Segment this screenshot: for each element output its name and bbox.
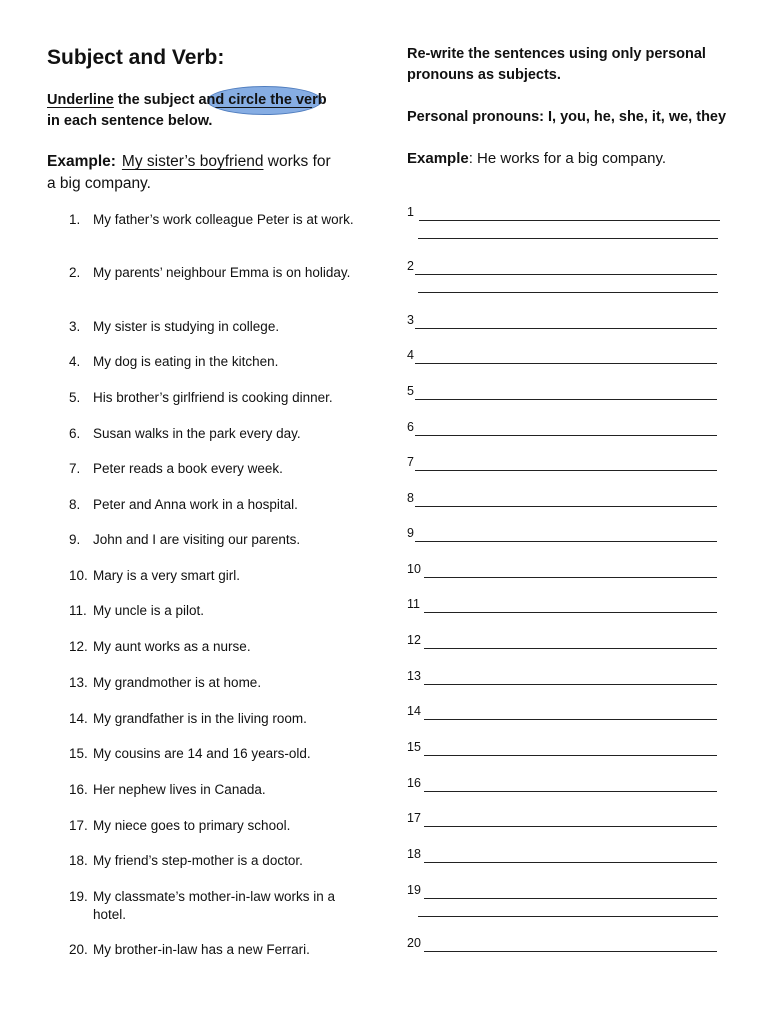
sentence-item [69,496,359,514]
sentence-text: Peter reads a book every week. [93,461,283,476]
answer-line[interactable] [407,313,727,329]
answer-line[interactable] [407,348,727,364]
sentence-number: 19. [69,889,88,904]
answer-line[interactable] [407,205,727,221]
sentence-text: My friend’s step-mother is a doctor. [93,853,303,868]
example-subject: My sister’s boyfriend [121,153,264,170]
sentence-number: 8. [69,497,81,512]
answer-number: 15 [407,740,421,754]
answer-line[interactable] [407,704,727,720]
sentence-item [69,817,359,835]
answer-underline [424,951,717,952]
sentence-item [69,531,359,549]
sentence-number: 20. [69,942,88,957]
sentence-number: 9. [69,532,81,547]
answer-number: 19 [407,883,421,897]
answer-line[interactable] [407,526,727,542]
answer-underline [424,826,717,827]
sentence-item [69,318,359,336]
sentence-text: My dog is eating in the kitchen. [93,354,279,369]
sentence-text: My cousins are 14 and 16 years-old. [93,746,311,761]
rewrite-example-label: Example [407,150,469,167]
sentence-number: 10. [69,568,88,583]
answer-line[interactable] [407,740,727,756]
answer-line-continuation[interactable] [418,915,718,917]
rewrite-example-text: : He works for a big company. [468,150,667,167]
circled-highlight [215,90,312,111]
answer-line[interactable] [407,384,727,400]
sentence-number: 6. [69,426,81,441]
answer-underline [424,791,717,792]
answer-underline [424,862,717,863]
sentence-text: My classmate’s mother-in-law works in a hotel. [93,889,336,922]
answer-underline [415,274,717,275]
answer-number: 17 [407,811,421,825]
answer-number: 4 [407,348,414,362]
sentence-number: 5. [69,390,81,405]
sentence-item [69,710,359,728]
instruction-text-2: rb [312,92,327,108]
answer-underline [419,220,720,221]
sentence-number: 4. [69,354,81,369]
answer-number: 6 [407,420,414,434]
answer-number: 13 [407,669,421,683]
instruction-line-2: in each sentence below. [47,113,213,129]
answer-underline [424,577,717,578]
sentence-text: Peter and Anna work in a hospital. [93,497,298,512]
instructions [47,90,367,132]
sentence-item [69,353,359,371]
sentence-number: 14. [69,711,88,726]
sentence-text: My father’s work colleague Peter is at work. [93,212,354,227]
pronoun-list: Personal pronouns: I, you, he, she, it, we, they [407,109,727,125]
sentence-text: My uncle is a pilot. [93,603,205,618]
answer-number: 3 [407,313,414,327]
sentence-item [69,264,359,282]
sentence-number: 1. [69,212,81,227]
sentence-text: My sister is studying in college. [93,319,280,334]
answer-underline [424,898,717,899]
sentence-number: 15. [69,746,88,761]
sentence-number: 11. [69,603,87,618]
circle-phrase: d circle the ve [215,92,313,108]
answer-line-continuation[interactable] [418,237,718,239]
answer-number: 9 [407,526,414,540]
sentence-text: Her nephew lives in Canada. [93,782,266,797]
answer-number: 18 [407,847,421,861]
sentence-number: 12. [69,639,88,654]
example-rest: works for [263,153,331,170]
answer-line[interactable] [407,847,727,863]
answer-number: 5 [407,384,414,398]
rewrite-example [407,148,727,170]
answer-underline [415,435,717,436]
sentence-text: My grandfather is in the living room. [93,711,307,726]
sentence-text: My aunt works as a nurse. [93,639,251,654]
sentence-text: Mary is a very smart girl. [93,568,241,583]
sentence-item [69,567,359,585]
example-sentence [47,151,367,195]
answer-underline [415,328,717,329]
sentence-text: John and I are visiting our parents. [93,532,301,547]
sentence-text: My niece goes to primary school. [93,818,291,833]
sentence-number: 17. [69,818,88,833]
sentence-text: Susan walks in the park every day. [93,426,301,441]
answer-underline [415,541,717,542]
sentence-text: His brother’s girlfriend is cooking dinner. [93,390,333,405]
rewrite-heading: Re-write the sentences using only personal pronouns as subjects. [407,46,706,83]
answer-line[interactable] [407,633,727,649]
sentence-number: 7. [69,461,81,476]
answer-number: 2 [407,259,414,273]
answer-underline [415,506,717,507]
answer-underline [415,363,717,364]
answer-underline [415,399,717,400]
answer-line[interactable] [407,776,727,792]
sentence-item [69,745,359,763]
sentence-item [69,638,359,656]
answer-underline [424,719,717,720]
sentence-number: 18. [69,853,88,868]
answer-line[interactable] [407,936,727,952]
answer-number: 14 [407,704,421,718]
underline-word: Underline [47,92,114,108]
sentence-item [69,941,359,959]
sentence-number: 2. [69,265,81,280]
answer-underline [424,648,717,649]
worksheet-title: Subject and Verb: [47,46,225,69]
sentence-number: 16. [69,782,88,797]
sentence-item [69,674,359,692]
answer-number: 16 [407,776,421,790]
answer-underline [424,684,717,685]
answer-line-continuation[interactable] [418,291,718,293]
answer-number: 8 [407,491,414,505]
sentence-item [69,389,359,407]
sentence-text: My grandmother is at home. [93,675,262,690]
answer-line[interactable] [407,669,727,685]
answer-line[interactable] [407,883,727,899]
sentence-item [69,211,359,229]
answer-line[interactable] [407,455,727,471]
example-label: Example: [47,153,116,170]
answer-line[interactable] [407,259,727,275]
answer-line[interactable] [407,562,727,578]
answer-underline [424,612,717,613]
sentence-item [69,460,359,478]
sentence-text: My parents’ neighbour Emma is on holiday. [93,265,351,280]
example-line-2: a big company. [47,175,151,192]
answer-line[interactable] [407,597,727,613]
sentence-item [69,602,359,620]
sentence-number: 13. [69,675,88,690]
sentence-number: 3. [69,319,81,334]
answer-underline [415,470,717,471]
answer-line[interactable] [407,811,727,827]
answer-number: 11 [407,597,420,611]
answer-line[interactable] [407,491,727,507]
instruction-text-1: the subject an [113,92,216,108]
sentence-item [69,852,359,870]
answer-number: 12 [407,633,421,647]
answer-underline [424,755,717,756]
sentence-item [69,425,359,443]
answer-number: 10 [407,562,421,576]
answer-number: 7 [407,455,414,469]
answer-line[interactable] [407,420,727,436]
answer-number: 1 [407,205,414,219]
answer-number: 20 [407,936,421,950]
sentence-item [69,888,359,924]
sentence-text: My brother-in-law has a new Ferrari. [93,942,310,957]
sentence-item [69,781,359,799]
